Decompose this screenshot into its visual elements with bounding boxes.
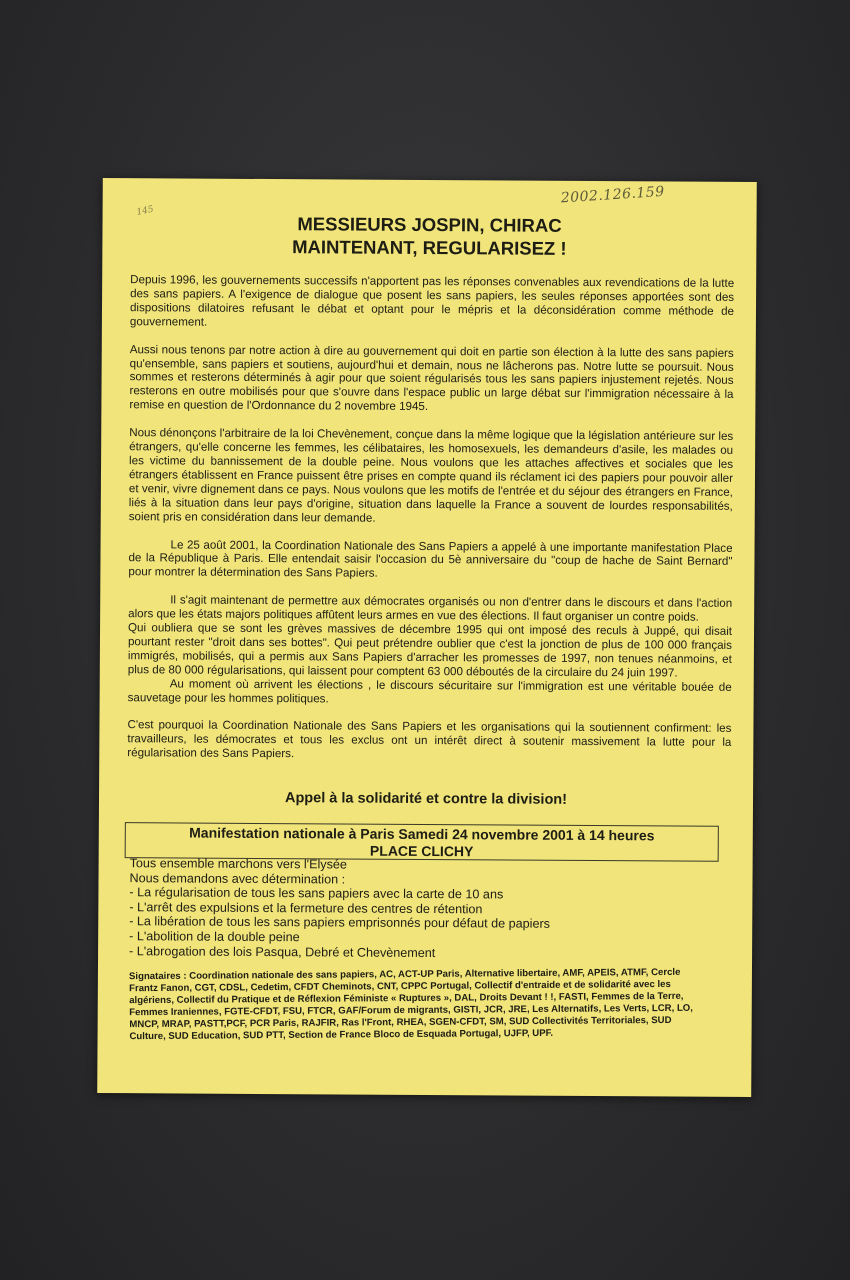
paragraph: C'est pourquoi la Coordination Nationale des Sans Papiers et les organisations qui la soutiennent confirment: les travailleurs, les démocrates et tous les exclus ont un intérêt direct à soutenir massivement la lutte pour la régularisation des Sans Papiers. (127, 718, 732, 761)
title-line-1: MESSIEURS JOSPIN, CHIRAC (297, 213, 562, 236)
demands-list (129, 885, 722, 962)
demonstration-place: PLACE CLICHY (369, 842, 474, 860)
list-item: - L'abrogation des lois Pasqua, Debré et Chevènement (129, 943, 436, 960)
list-item: - La libération de tous les sans papiers emprisonnés pour défaut de papiers (129, 914, 551, 932)
corner-mark: 145 (135, 204, 155, 218)
paragraph: Il s'agit maintenant de permettre aux démocrates organisés ou non d'entrer dans le discours et dans l'action alors que les états majors politiques affûtent leurs armes en vue des élections. Il faut organiser un contre poids. (128, 593, 733, 624)
paragraph: Aussi nous tenons par notre action à dire au gouvernement qui doit en partie son élection à la lutte des sans papiers qu'ensemble, sans papiers et soutiens, aujourd'hui et demain, nous ne lâcherons pas. Notre lutte se poursuit. Nous sommes et resterons déterminés à agir pour que soient régularisés tous les sans papiers injustement rejetés. Nous resterons en outre mobilisés pour que s'ouvre dans l'espace public un large débat sur l'immigration nécessaire à la remise en question de l'Ordonnance du 2 novembre 1945. (129, 342, 734, 414)
demonstration-date: Manifestation nationale à Paris Samedi 24 novembre 2001 à 14 heures (189, 824, 655, 844)
list-item: - La régularisation de tous les sans papiers avec la carte de 10 ans (129, 885, 504, 902)
signatories: Signataires : Coordination nationale des sans papiers, AC, ACT-UP Paris, Alternative libertaire, AMF, APEIS, ATMF, Cercle Frantz Fanon, CGT, CDSL, Cedetim, CFDT Cheminots, CNT, CPPC Portugal, Collectif d'entraide et de solidarité avec les algériens, Collectif du Pratique et de Réflexion Féministe « Ruptures », DAL, Droits Devant ! !, FASTI, Femmes de la Terre, Femmes Iraniennes, FGTE-CFDT, FSU, FTCR, GAF/Forum de migrants, GISTI, JCR, JRE, Les Alternatifs, Les Verts, LCR, LO, MNCP, MRAP, PASTT,PCF, PCR Paris, RAJFIR, Ras l'Front, RHEA, SGEN-CFDT, SM, SUD Collectivités Territoriales, SUD Culture, SUD Education, SUD PTT, Section de France Bloco de Esquada Portugal, UJFP, UPF. (128, 966, 693, 1043)
flyer-sheet (97, 178, 757, 1097)
demands-intro: Nous demandons avec détermination : (129, 870, 346, 887)
demands-section (129, 856, 723, 962)
demands-intro: Tous ensemble marchons vers l'Elysée (129, 856, 347, 872)
paragraph: Le 25 août 2001, la Coordination Nationale des Sans Papiers a appelé à une importante manifestation Place de la République à Paris. Elle entendait saisir l'occasion du 5è anniversaire du "coup de hache de Saint Bernard" pour montrer la détermination des Sans Papiers. (128, 537, 733, 581)
appeal-heading: Appel à la solidarité et contre la division! (284, 790, 568, 808)
list-item: - L'arrêt des expulsions et la fermeture des centres de rétention (129, 899, 483, 917)
paragraph: Qui oubliera que se sont les grèves massives de décembre 1995 qui ont imposé des reculs à Juppé, qui disait pourtant rester "droit dans ses bottes". Qui peut prétendre oublier que c'est la jonction de plus de 100 000 français immigrés, mobilisés, qui a permis aux Sans Papiers d'arracher les promesses de 1997, non tenues néanmoins, et plus de 80 000 régularisations, qui laissent pour comptent 63 000 déboutés de la circulaire du 24 juin 1997. (127, 621, 733, 680)
title-line-2: MAINTENANT, REGULARISEZ ! (292, 236, 567, 259)
archive-number: 2002.126.159 (560, 183, 666, 207)
paragraph: Nous dénonçons l'arbitraire de la loi Chevènement, conçue dans la même logique que la législation antérieure sur les étrangers, qu'elle concerne les femmes, les célibataires, les homosexuels, les demandeurs d'asile, les malades ou les victime du bannissement de la double peine. Nous voulons que les attaches affectives et sociales que les étrangers établissent en France puissent être prises en compte quand ils réclament ici des papiers pour pouvoir aller et venir, vivre dignement dans ce pays. Nous voulons que les motifs de l'entrée et du séjour des étrangers en France, liés à la situation dans leur pays d'origine, situation dans laquelle la France a souvent de lourdes responsabilités, soient pris en considération dans leur demande. (128, 426, 734, 525)
flyer-title (102, 211, 756, 261)
paragraph: Depuis 1996, les gouvernements successifs n'apportent pas les réponses convenables aux revendications de la lutte des sans papiers. A l'exigence de dialogue que posent les sans papiers, les seules réponses apportées sont des dispositions dilatoires refusant le débat et optant pour le mépris et la déconsidération comme méthode de gouvernement. (129, 273, 735, 329)
paragraph: Au moment où arrivent les élections , le discours sécuritaire sur l'immigration est une véritable bouée de sauvetage pour les hommes politiques. (127, 677, 732, 705)
flyer-body (127, 273, 734, 778)
list-item: - L'abolition de la double peine (129, 929, 300, 945)
